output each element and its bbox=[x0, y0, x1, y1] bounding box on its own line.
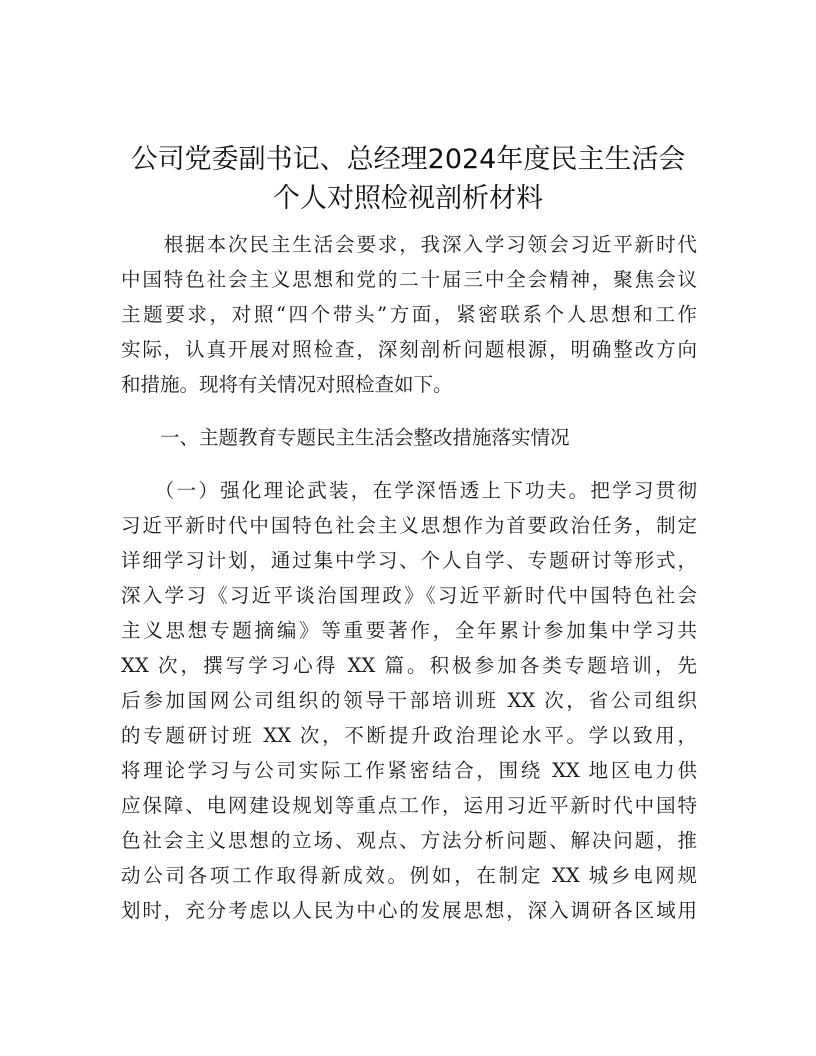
section-heading: 一、主题教育专题民主生活会整改措施落实情况 bbox=[121, 426, 570, 449]
document-title-line-2: 个人对照检视剖析材料 bbox=[273, 183, 543, 214]
text-line: XX 次，撰写学习心得 XX 篇。积极参加各类专题培训，先 bbox=[121, 654, 697, 677]
text-line: 主题要求，对照“四个带头”方面，紧密联系个人思想和工作 bbox=[121, 303, 697, 326]
text-line: 后参加国网公司组织的领导干部培训班 XX 次，省公司组织 bbox=[121, 689, 697, 712]
text-line: 中国特色社会主义思想和党的二十届三中全会精神，聚焦会议 bbox=[121, 268, 697, 291]
text-line: （一）强化理论武装，在学深悟透上下功夫。把学习贯彻 bbox=[121, 479, 697, 502]
text-line: 主义思想专题摘编》等重要著作，全年累计参加集中学习共 bbox=[121, 619, 697, 642]
text-line: 应保障、电网建设规划等重点工作，运用习近平新时代中国特 bbox=[121, 794, 697, 817]
text-line: 根据本次民主生活会要求，我深入学习领会习近平新时代 bbox=[121, 233, 697, 256]
document-title-line-1: 公司党委副书记、总经理2024年度民主生活会 bbox=[130, 144, 686, 175]
text-line: 深入学习《习近平谈治国理政》《习近平新时代中国特色社会 bbox=[121, 584, 697, 607]
text-line: 将理论学习与公司实际工作紧密结合，围绕 XX 地区电力供 bbox=[121, 759, 697, 782]
text-line: 详细学习计划，通过集中学习、个人自学、专题研讨等形式， bbox=[121, 549, 697, 572]
text-line: 色社会主义思想的立场、观点、方法分析问题、解决问题，推 bbox=[121, 829, 697, 852]
text-line: 动公司各项工作取得新成效。例如，在制定 XX 城乡电网规 bbox=[121, 864, 697, 887]
text-line: 划时，充分考虑以人民为中心的发展思想，深入调研各区域用 bbox=[121, 899, 697, 922]
text-line: 和措施。现将有关情况对照检查如下。 bbox=[121, 373, 453, 396]
text-line: 习近平新时代中国特色社会主义思想作为首要政治任务，制定 bbox=[121, 514, 697, 537]
text-line: 的专题研讨班 XX 次，不断提升政治理论水平。学以致用， bbox=[121, 724, 697, 747]
text-line: 实际，认真开展对照检查，深刻剖析问题根源，明确整改方向 bbox=[121, 338, 697, 361]
